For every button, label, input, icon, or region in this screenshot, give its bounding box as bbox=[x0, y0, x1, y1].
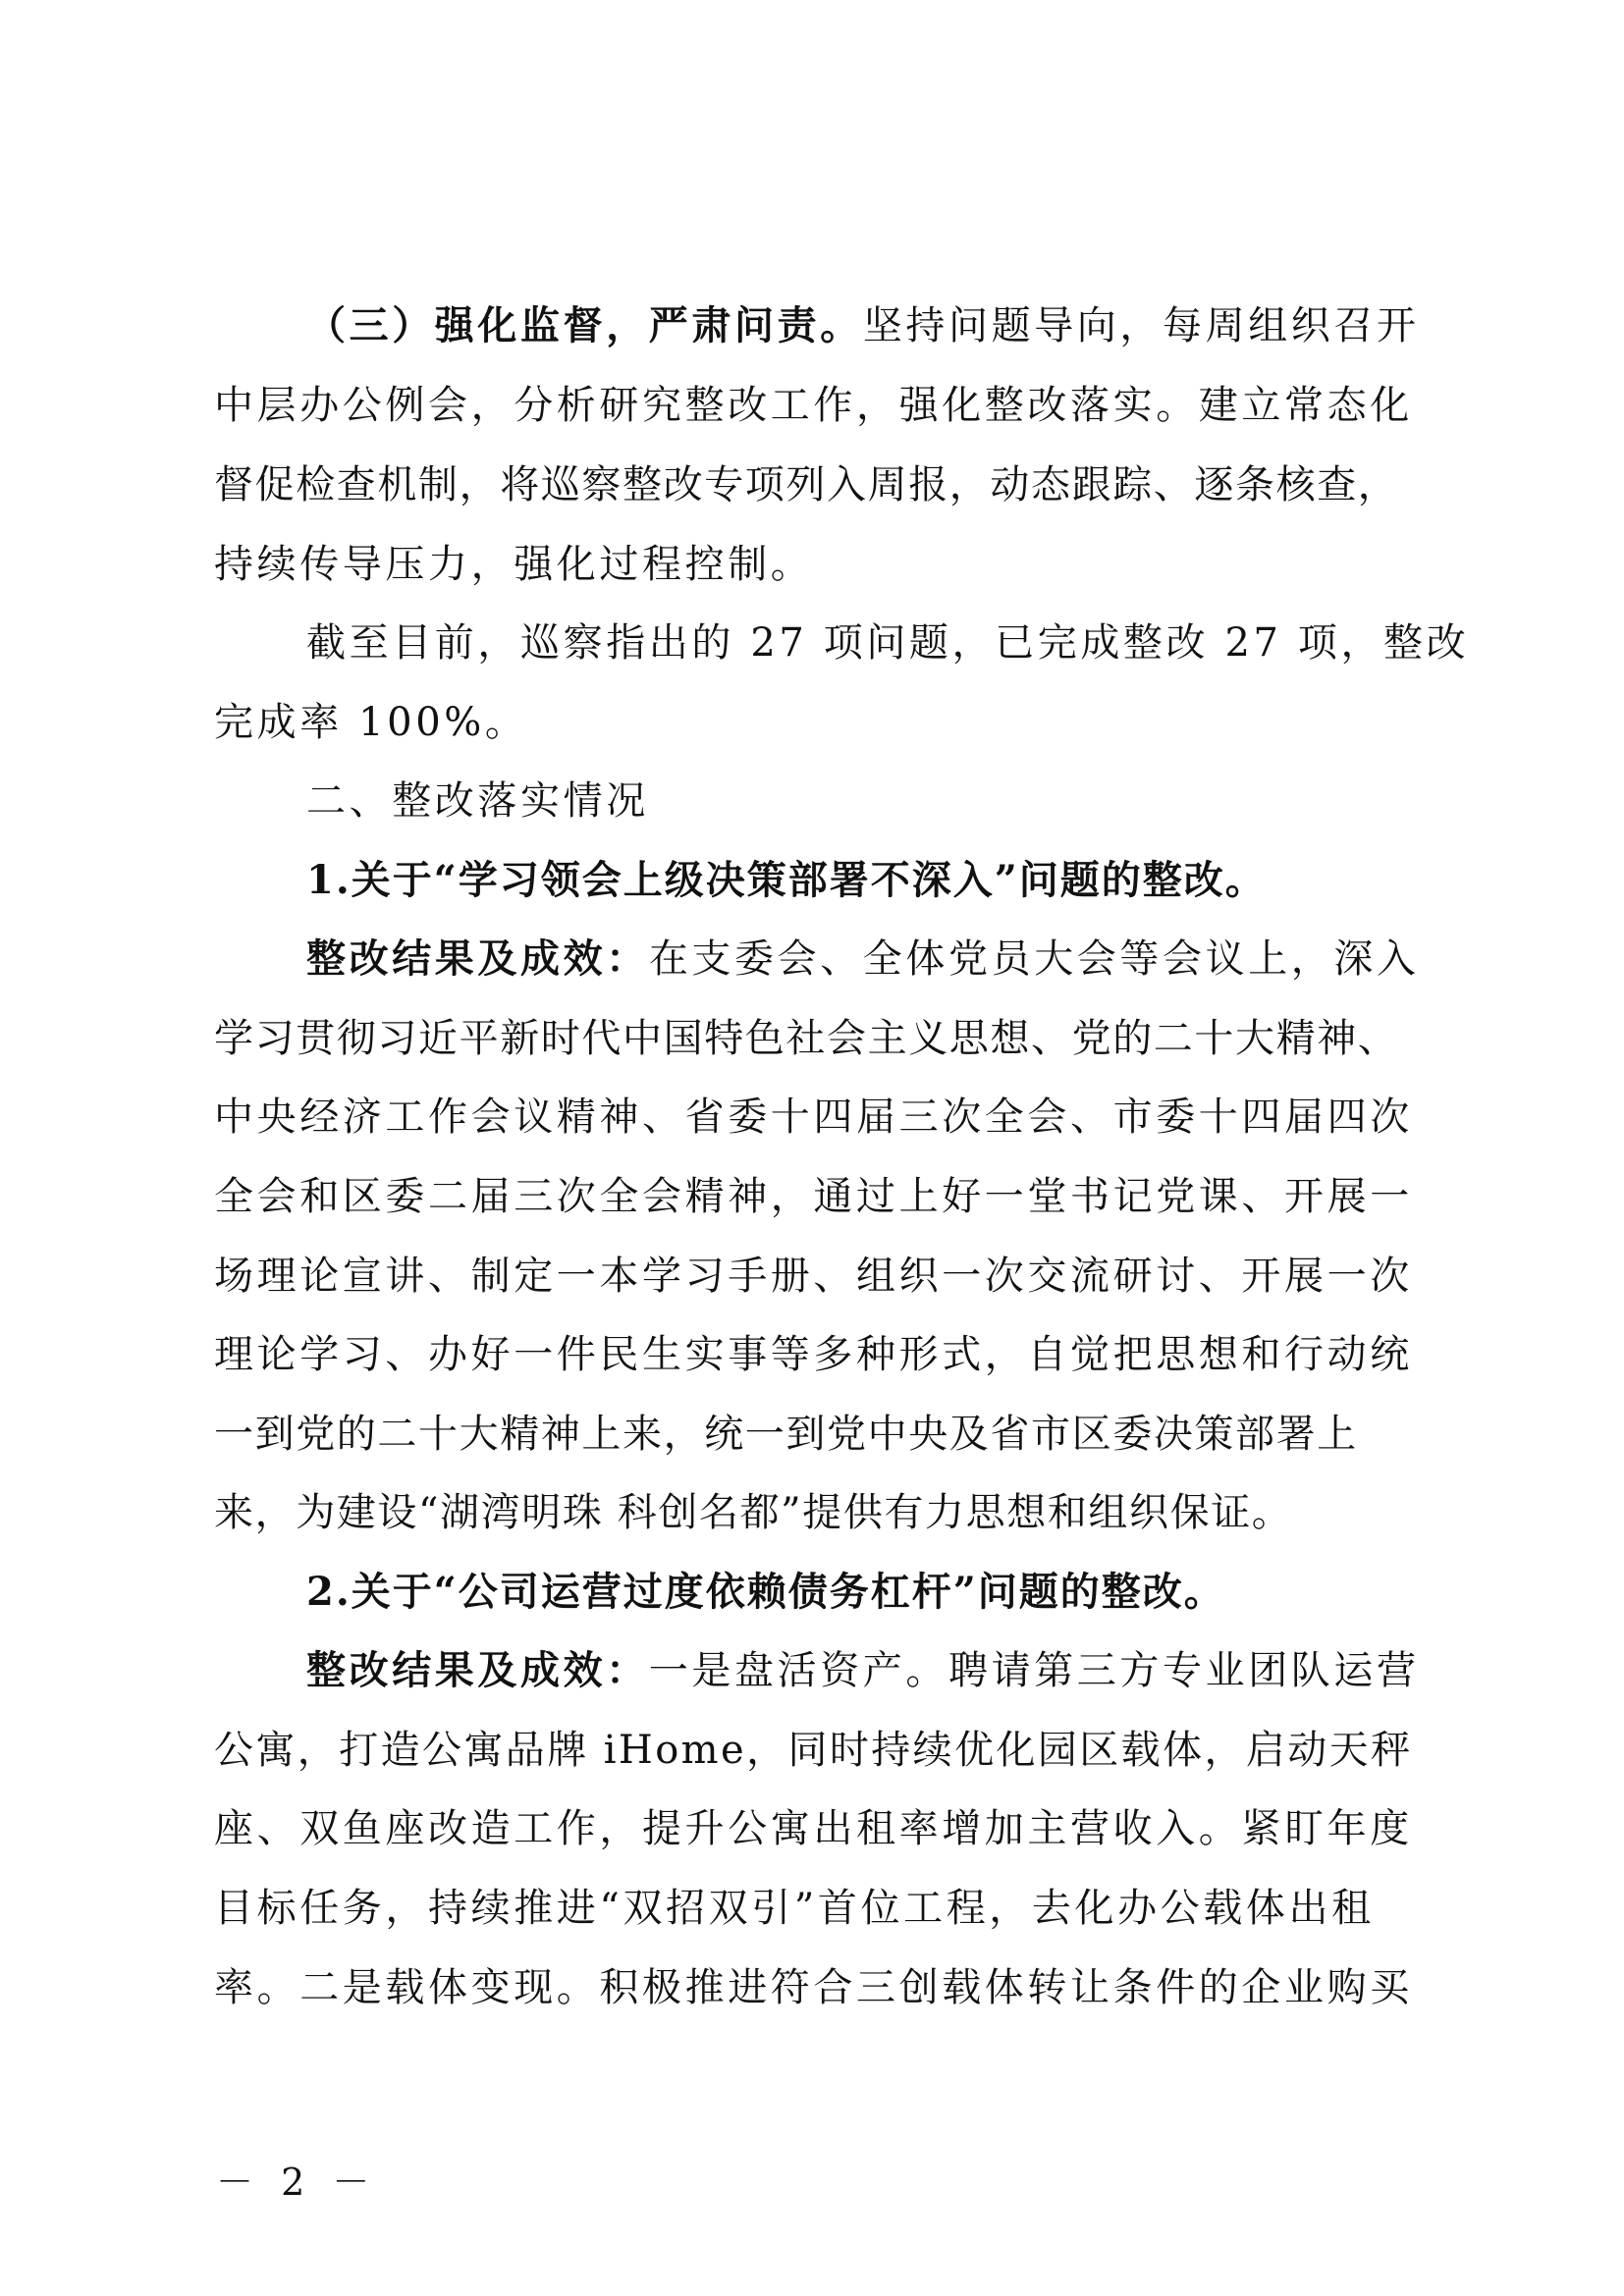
paragraph-line bbox=[306, 297, 1432, 354]
paragraph-line: 中层办公例会，分析研究整改工作，强化整改落实。建立常态化 bbox=[214, 383, 1413, 428]
item-heading: 2.关于“公司运营过度依赖债务杠杆”问题的整改。 bbox=[306, 1569, 1225, 1615]
paragraph-line: 来，为建设“湖湾明珠 科创名都”提供有力思想和组织保证。 bbox=[214, 1490, 1293, 1535]
paragraph-line: 座、双鱼座改造工作，提升公寓出租率增加主营收入。紧盯年度 bbox=[214, 1806, 1413, 1851]
result-label: 整改结果及成效： bbox=[306, 935, 649, 982]
paragraph-line bbox=[306, 931, 1432, 988]
paragraph-line: 全会和区委二届三次全会精神，通过上好一堂书记党课、开展一 bbox=[214, 1174, 1413, 1219]
paragraph-line: 中央经济工作会议精神、省委十四届三次全会、市委十四届四次 bbox=[214, 1095, 1413, 1140]
paragraph-text: 坚持问题导向，每周组织召开 bbox=[862, 303, 1420, 348]
paragraph-line: 率。二是载体变现。积极推进符合三创载体转让条件的企业购买 bbox=[214, 1965, 1413, 2010]
paragraph-line: 理论学习、办好一件民生实事等多种形式，自觉把思想和行动统 bbox=[214, 1332, 1413, 1377]
section-heading: 二、整改落实情况 bbox=[306, 778, 649, 824]
result-label: 整改结果及成效： bbox=[306, 1647, 649, 1693]
paragraph-line: 一到党的二十大精神上来，统一到党中央及省市区委决策部署上 bbox=[214, 1412, 1358, 1457]
paragraph-heading: （三）强化监督，严肃问责。 bbox=[306, 302, 863, 348]
paragraph-line: 完成率 100%。 bbox=[214, 700, 528, 745]
paragraph-line: 学习贯彻习近平新时代中国特色社会主义思想、党的二十大精神、 bbox=[214, 1016, 1399, 1061]
item-heading: 1.关于“学习领会上级决策部署不深入”问题的整改。 bbox=[306, 857, 1267, 903]
paragraph-line bbox=[306, 1642, 1432, 1699]
page-number: － 2 － bbox=[216, 2161, 378, 2204]
paragraph-line: 公寓，打造公寓品牌 iHome，同时持续优化园区载体，启动天秤 bbox=[214, 1728, 1413, 1773]
paragraph-line: 持续传导压力，强化过程控制。 bbox=[214, 542, 814, 587]
paragraph-text: 一是盘活资产。聘请第三方专业团队运营 bbox=[648, 1648, 1420, 1693]
paragraph-text: 在支委会、全体党员大会等会议上，深入 bbox=[648, 936, 1420, 982]
paragraph-line: 场理论宣讲、制定一本学习手册、组织一次交流研讨、开展一次 bbox=[214, 1254, 1413, 1299]
paragraph-line: 截至目前，巡察指出的 27 项问题，已完成整改 27 项，整改 bbox=[306, 620, 1470, 666]
paragraph-line: 督促检查机制，将巡察整改专项列入周报，动态跟踪、逐条核查， bbox=[214, 462, 1399, 507]
paragraph-line: 目标任务，持续推进“双招双引”首位工程，去化办公载体出租 bbox=[214, 1886, 1375, 1931]
